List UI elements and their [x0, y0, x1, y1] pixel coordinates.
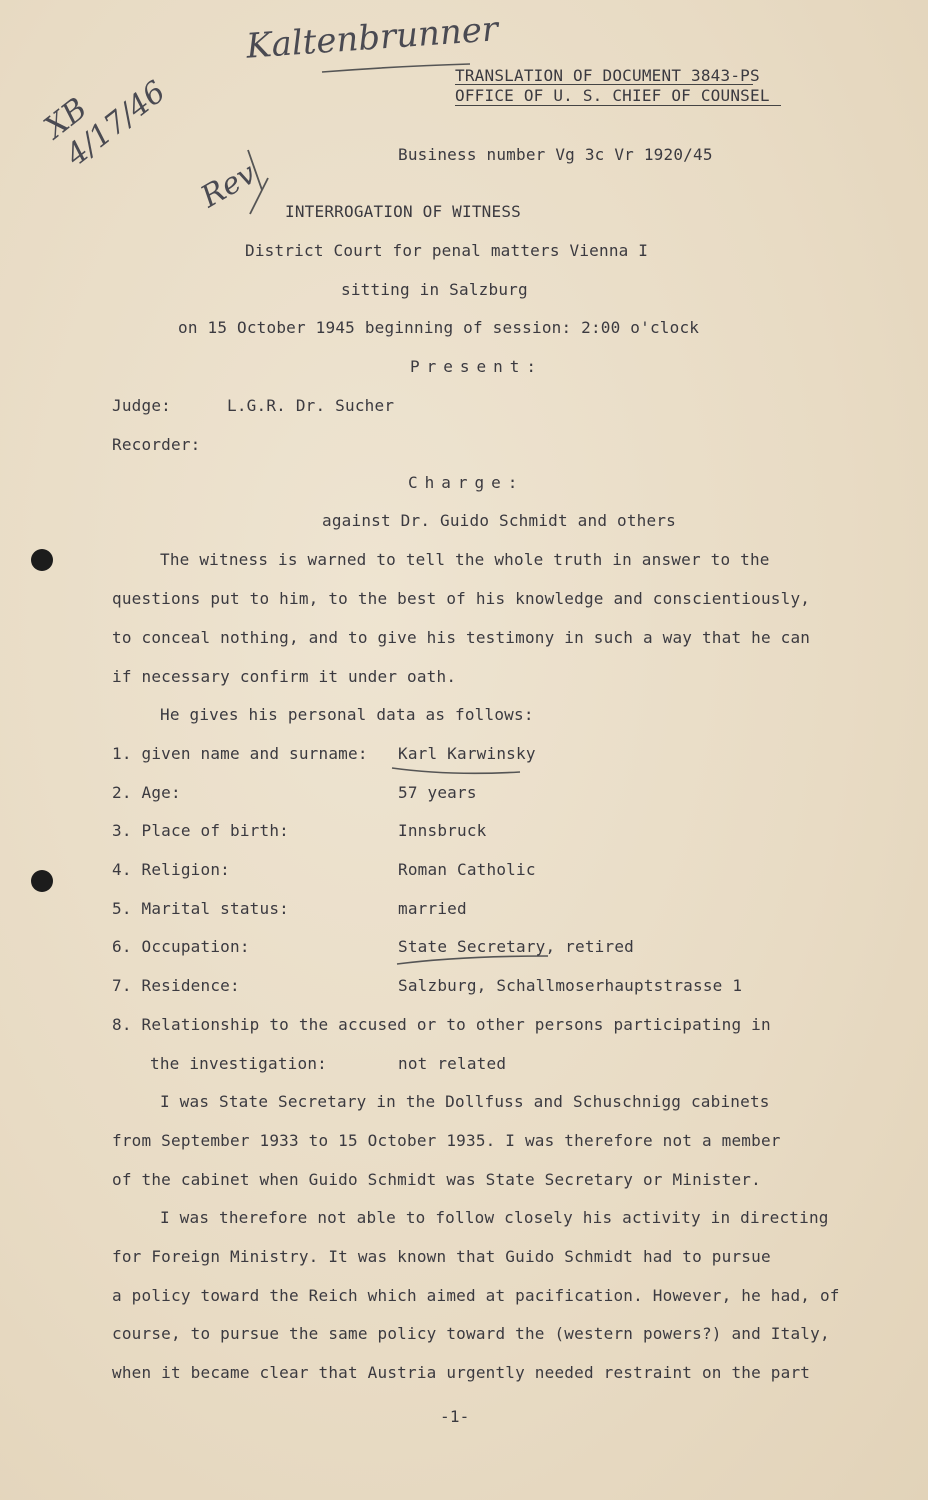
personal-data-label: 6. Occupation:	[112, 937, 250, 956]
relationship-label: 8. Relationship to the accused or to other persons participating in	[112, 1015, 771, 1034]
recorder-label: Recorder:	[112, 435, 201, 454]
personal-data-value: Roman Catholic	[398, 860, 536, 879]
personal-data-value: married	[398, 899, 467, 918]
personal-data-value: Karl Karwinsky	[398, 744, 536, 763]
header-underline-2	[455, 105, 781, 106]
punch-hole-bottom	[31, 870, 53, 892]
warning-line: if necessary confirm it under oath.	[112, 667, 457, 686]
personal-data-value: Innsbruck	[398, 821, 487, 840]
body-line: I was therefore not able to follow closely his activity in directing	[160, 1208, 829, 1227]
session-date: on 15 October 1945 beginning of session: 2:00 o'clock	[178, 318, 700, 337]
body-line: course, to pursue the same policy toward the (western powers?) and Italy,	[112, 1324, 830, 1343]
personal-data-value: State Secretary, retired	[398, 937, 634, 956]
judge-label: Judge:	[112, 396, 171, 415]
personal-data-intro: He gives his personal data as follows:	[160, 705, 534, 724]
judge-value: L.G.R. Dr. Sucher	[227, 396, 395, 415]
charge-text: against Dr. Guido Schmidt and others	[322, 511, 676, 530]
personal-data-value: Salzburg, Schallmoserhauptstrasse 1	[398, 976, 743, 995]
document-title: INTERROGATION OF WITNESS	[285, 202, 521, 221]
personal-data-label: 2. Age:	[112, 783, 181, 802]
body-line: from September 1933 to 15 October 1935. I was therefore not a member	[112, 1131, 781, 1150]
personal-data-label: 1. given name and surname:	[112, 744, 368, 763]
surname-underline-stroke	[392, 768, 520, 773]
header-underline-1	[455, 84, 753, 85]
personal-data-label: 4. Religion:	[112, 860, 230, 879]
warning-line: questions put to him, to the best of his knowledge and conscientiously,	[112, 589, 811, 608]
body-line: of the cabinet when Guido Schmidt was State Secretary or Minister.	[112, 1170, 761, 1189]
handwritten-initials-date: XB 4/17/46	[38, 74, 173, 174]
handwritten-check-mark: Rev	[195, 156, 263, 215]
page-number: -1-	[440, 1407, 470, 1426]
personal-data-label: 3. Place of birth:	[112, 821, 289, 840]
business-number: Business number Vg 3c Vr 1920/45	[398, 145, 713, 164]
body-line: a policy toward the Reich which aimed at pacification. However, he had, of	[112, 1286, 840, 1305]
occupation-underline-stroke	[397, 956, 548, 964]
sitting-location: sitting in Salzburg	[341, 280, 528, 299]
punch-hole-top	[31, 549, 53, 571]
body-line: I was State Secretary in the Dollfuss and Schuschnigg cabinets	[160, 1092, 770, 1111]
present-heading: Present:	[410, 357, 544, 376]
personal-data-label: 5. Marital status:	[112, 899, 289, 918]
header-line-1: TRANSLATION OF DOCUMENT 3843-PS	[455, 66, 760, 85]
personal-data-value: 57 years	[398, 783, 477, 802]
body-line: for Foreign Ministry. It was known that Guido Schmidt had to pursue	[112, 1247, 771, 1266]
check-stroke	[248, 150, 268, 214]
name-underline-stroke	[322, 64, 470, 72]
handwritten-name: Kaltenbrunner	[244, 9, 500, 67]
court-name: District Court for penal matters Vienna I	[245, 241, 649, 260]
personal-data-label: 7. Residence:	[112, 976, 240, 995]
relationship-label-cont: the investigation:	[150, 1054, 327, 1073]
charge-heading: Charge:	[408, 473, 525, 492]
warning-line: to conceal nothing, and to give his testimony in such a way that he can	[112, 628, 811, 647]
warning-line: The witness is warned to tell the whole truth in answer to the	[160, 550, 770, 569]
body-line: when it became clear that Austria urgently needed restraint on the part	[112, 1363, 811, 1382]
relationship-value: not related	[398, 1054, 507, 1073]
header-line-2: OFFICE OF U. S. CHIEF OF COUNSEL	[455, 86, 770, 105]
